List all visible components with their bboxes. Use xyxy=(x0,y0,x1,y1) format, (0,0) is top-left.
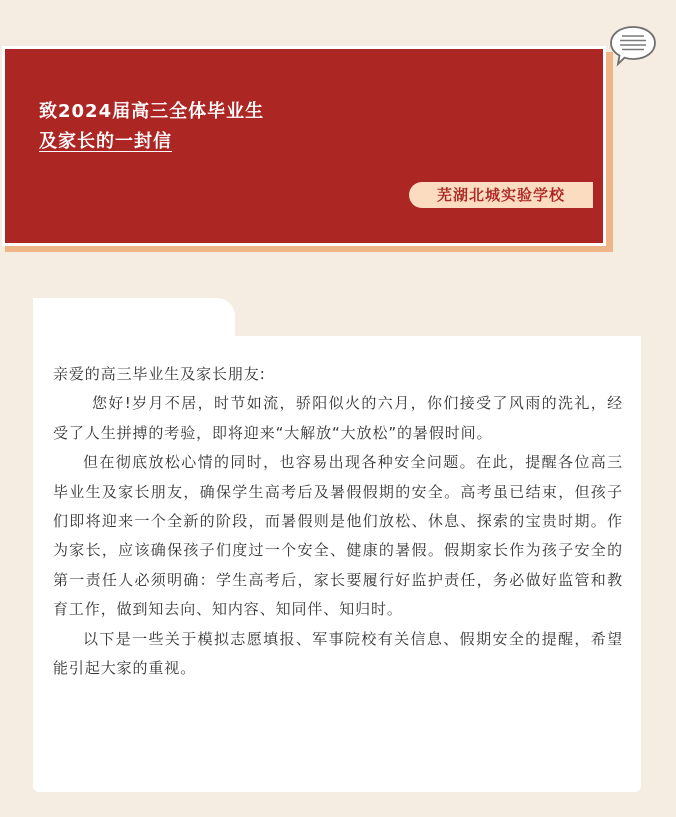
letter-title xyxy=(39,97,264,157)
title-line-1: 致2024届高三全体毕业生 xyxy=(39,101,265,122)
paragraph-1: 您好!岁月不居，时节如流，骄阳似火的六月，你们接受了风雨的洗礼，经受了人生拼搏的考验，即将迎来“大解放“大放松”的暑假时间。 xyxy=(53,394,623,442)
letter-banner xyxy=(2,46,606,246)
paragraph-2: 但在彻底放松心情的同时，也容易出现各种安全问题。在此，提醒各位高三毕业生及家长朋友，确保学生高考后及暑假假期的安全。高考虽已结束，但孩子们即将迎来一个全新的阶段，而暑假则是他们放松、休息、探索的宝贵时期。作为家长，应该确保孩子们度过一个安全、健康的暑假。假期家长作为孩子安全的第一责任人必须明确：学生高考后，家长要履行好监护责任，务必做好监管和教育工作，做到知去向、知内容、知同伴、知归时。 xyxy=(53,453,623,619)
letter-card xyxy=(33,336,641,792)
title-line-2: 及家长的一封信 xyxy=(39,131,172,152)
school-name-tag: 芜湖北城实验学校 xyxy=(409,182,593,208)
letter-body xyxy=(53,360,623,683)
speech-bubble-icon xyxy=(609,25,657,67)
salutation: 亲爱的高三毕业生及家长朋友: xyxy=(53,365,266,383)
paragraph-3: 以下是一些关于模拟志愿填报、军事院校有关信息、假期安全的提醒，希望能引起大家的重视。 xyxy=(53,629,623,678)
